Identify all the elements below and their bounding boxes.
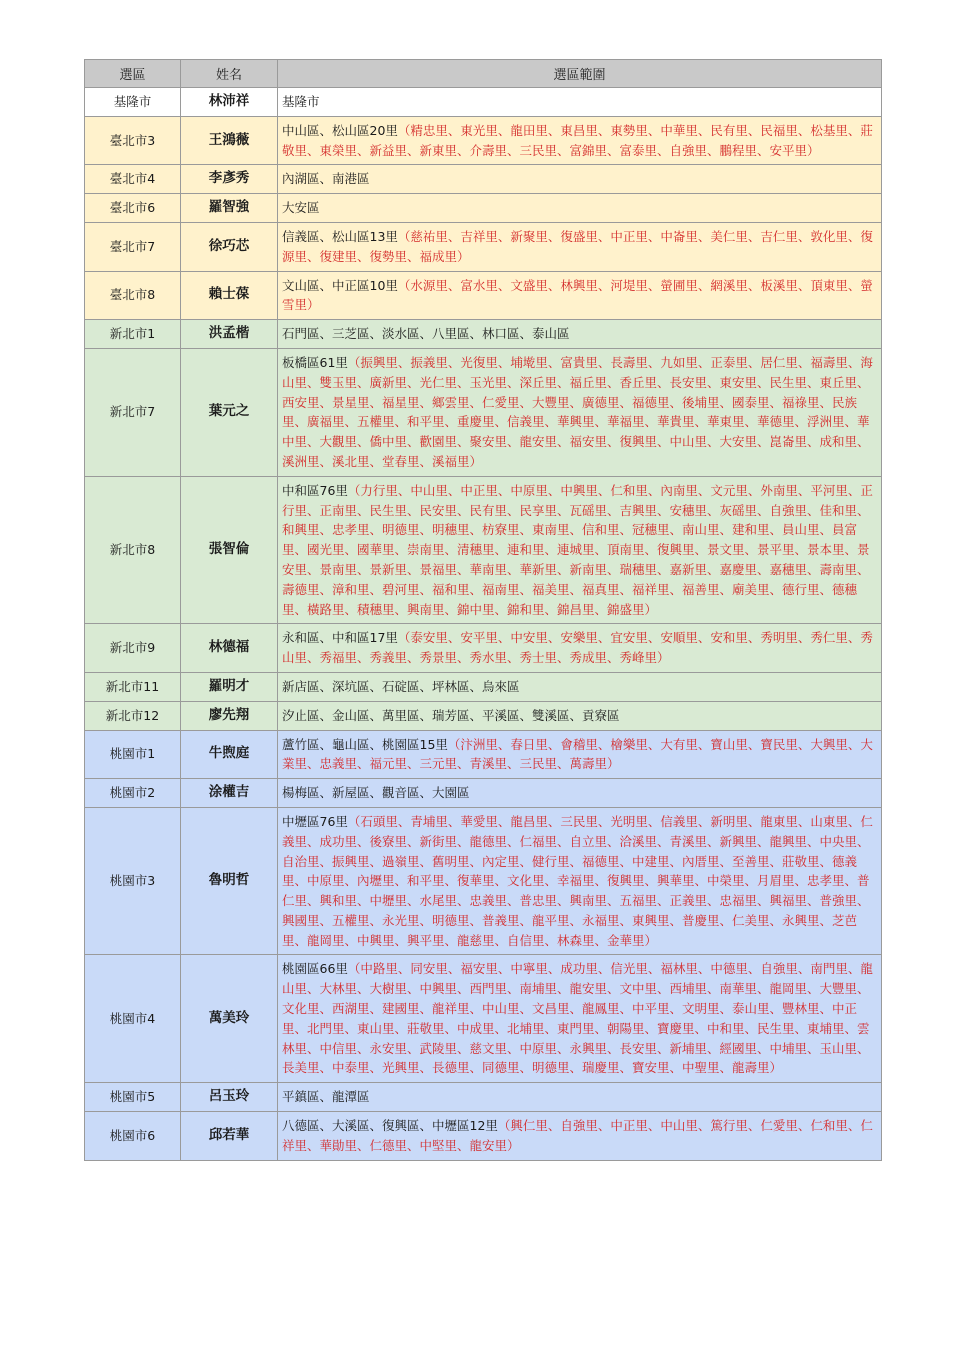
table-row xyxy=(85,672,882,701)
name-cell: 李彥秀 xyxy=(181,165,278,194)
name-cell: 羅明才 xyxy=(181,672,278,701)
area-cell xyxy=(278,88,882,117)
area-main: 汐止區、金山區、萬里區、瑞芳區、平溪區、雙溪區、貢寮區 xyxy=(282,707,620,723)
name-cell: 洪孟楷 xyxy=(181,320,278,349)
district-cell: 新北市8 xyxy=(85,476,181,624)
area-cell xyxy=(278,701,882,730)
area-villages: （汴洲里、春日里、會稽里、檜樂里、大有里、寶山里、寶民里、大興里、大業里、忠義里、福元里、三元里、青溪里、三民里、萬壽里） xyxy=(282,736,873,772)
table-row xyxy=(85,194,882,223)
area-main: 基隆市 xyxy=(282,94,320,109)
area-villages: （精忠里、東光里、龍田里、東昌里、東勢里、中華里、民有里、民福里、松基里、莊敬里、東榮里、新益里、新東里、介壽里、三民里、富錦里、富泰里、自強里、鵬程里、安平里） xyxy=(282,122,873,158)
name-cell: 林沛祥 xyxy=(181,88,278,117)
name-cell: 呂玉玲 xyxy=(181,1083,278,1112)
name-cell: 邱若華 xyxy=(181,1112,278,1161)
area-main: 蘆竹區、龜山區、桃園區15里 xyxy=(282,736,448,752)
area-main: 新店區、深坑區、石碇區、坪林區、烏來區 xyxy=(282,678,520,694)
name-cell: 魯明哲 xyxy=(181,807,278,955)
area-villages: （慈祐里、吉祥里、新聚里、復盛里、中正里、中崙里、美仁里、吉仁里、敦化里、復源里、復建里、復勢里、福成里） xyxy=(282,228,873,264)
area-cell xyxy=(278,779,882,808)
area-villages: （力行里、中山里、中正里、中原里、中興里、仁和里、內南里、文元里、外南里、平河里、正行里、正南里、民生里、民安里、民有里、民享里、瓦磘里、吉興里、安穗里、灰磘里、自強里、佳和里、和興里、忠孝里、明德里、明穗里、枋寮里、東南里、信和里、冠穗里、南山里、建和里、員山里、員富里、國光里、國華里、崇南里、清穗里、連和里、連城里、頂南里、復興里、景文里、景平里、景本里、景安里、景南里、景新里、景福里、華南里、華新里、新南里、瑞穗里、嘉新里、嘉慶里、嘉穗里、壽南里、壽德里、漳和里、碧河里、福和里、福南里、福美里、福真里、福祥里、福善里、廟美里、德行里、德穗里、橫路里、積穗里、興南里、錦中里、錦和里、錦昌里、錦盛里） xyxy=(282,482,873,617)
table-row xyxy=(85,271,882,320)
table-row xyxy=(85,476,882,624)
header-name: 姓名 xyxy=(181,60,278,88)
area-main: 桃園區66里 xyxy=(282,961,348,977)
district-cell: 桃園市4 xyxy=(85,955,181,1083)
table-row xyxy=(85,88,882,117)
area-main: 板橋區61里 xyxy=(282,354,348,370)
area-cell xyxy=(278,271,882,320)
name-cell: 廖先翔 xyxy=(181,701,278,730)
area-cell xyxy=(278,348,882,476)
area-villages: （興仁里、自強里、中正里、中山里、篤行里、仁愛里、仁和里、仁祥里、華勛里、仁德里、中堅里、龍安里） xyxy=(282,1118,873,1153)
area-cell xyxy=(278,194,882,223)
area-villages: （中路里、同安里、福安里、中寧里、成功里、信光里、福林里、中德里、自強里、南門里、龍山里、大林里、大樹里、中興里、西門里、南埔里、龍安里、文中里、西埔里、南華里、龍岡里、大豐里、文化里、西湖里、建國里、龍祥里、中山里、文昌里、龍鳳里、中平里、文明里、泰山里、豐林里、中正里、北門里、東山里、莊敬里、中成里、北埔里、東門里、朝陽里、寶慶里、中和里、民生里、東埔里、雲林里、中信里、永安里、武陵里、慈文里、中原里、永興里、長安里、新埔里、經國里、中埔里、玉山里、長美里、中泰里、光興里、長德里、同德里、明德里、瑞慶里、寶安里、中聖里、龍壽里） xyxy=(282,961,873,1076)
name-cell: 王鴻薇 xyxy=(181,116,278,165)
district-cell: 桃園市3 xyxy=(85,807,181,955)
area-villages: （石頭里、青埔里、華愛里、龍昌里、三民里、光明里、信義里、新明里、龍東里、山東里、仁義里、成功里、後寮里、新街里、龍德里、仁福里、自立里、洽溪里、青溪里、新興里、龍興里、中央里、自治里、振興里、過嶺里、舊明里、內定里、健行里、福德里、中建里、內厝里、至善里、莊敬里、德義里、中原里、內壢里、和平里、復華里、文化里、幸福里、復興里、興華里、中榮里、月眉里、忠孝里、普仁里、興和里、中壢里、水尾里、忠義里、普忠里、興南里、五福里、正義里、忠福里、興福里、普強里、興國里、五權里、永光里、明德里、普義里、龍平里、永福里、東興里、普慶里、仁美里、永興里、芝芭里、龍岡里、中興里、興平里、龍慈里、自信里、林森里、金華里） xyxy=(282,813,873,948)
district-cell: 臺北市3 xyxy=(85,116,181,165)
district-cell: 桃園市5 xyxy=(85,1083,181,1112)
district-cell: 新北市9 xyxy=(85,624,181,673)
district-cell: 臺北市7 xyxy=(85,222,181,271)
area-main: 中和區76里 xyxy=(282,482,348,498)
header-district: 選區 xyxy=(85,60,181,88)
district-cell: 新北市11 xyxy=(85,672,181,701)
header-area: 選區範圍 xyxy=(278,60,882,88)
name-cell: 牛煦庭 xyxy=(181,730,278,779)
table-row xyxy=(85,779,882,808)
area-villages: （泰安里、安平里、中安里、安樂里、宜安里、安順里、安和里、秀明里、秀仁里、秀山里、秀福里、秀義里、秀景里、秀水里、秀士里、秀成里、秀峰里） xyxy=(282,630,873,666)
table-row xyxy=(85,701,882,730)
district-cell: 臺北市8 xyxy=(85,271,181,320)
area-main: 信義區、松山區13里 xyxy=(282,228,398,244)
area-main: 文山區、中正區10里 xyxy=(282,277,398,293)
area-main: 內湖區、南港區 xyxy=(282,171,370,187)
name-cell: 徐巧芯 xyxy=(181,222,278,271)
area-villages: （水源里、富水里、文盛里、林興里、河堤里、螢圃里、網溪里、板溪里、頂東里、螢雪里） xyxy=(282,277,873,313)
table-row xyxy=(85,624,882,673)
area-cell xyxy=(278,222,882,271)
table-row xyxy=(85,165,882,194)
area-main: 石門區、三芝區、淡水區、八里區、林口區、泰山區 xyxy=(282,326,570,342)
name-cell: 林德福 xyxy=(181,624,278,673)
area-cell xyxy=(278,730,882,779)
district-cell: 新北市1 xyxy=(85,320,181,349)
name-cell: 萬美玲 xyxy=(181,955,278,1083)
table-row xyxy=(85,807,882,955)
legislator-district-table xyxy=(84,59,882,1161)
area-cell xyxy=(278,476,882,624)
district-cell: 基隆市 xyxy=(85,88,181,117)
name-cell: 賴士葆 xyxy=(181,271,278,320)
district-cell: 桃園市6 xyxy=(85,1112,181,1161)
area-cell xyxy=(278,320,882,349)
area-cell xyxy=(278,116,882,165)
table-row xyxy=(85,348,882,476)
area-main: 永和區、中和區17里 xyxy=(282,630,398,646)
area-cell xyxy=(278,955,882,1083)
table-row xyxy=(85,116,882,165)
district-cell: 新北市12 xyxy=(85,701,181,730)
name-cell: 葉元之 xyxy=(181,348,278,476)
district-cell: 新北市7 xyxy=(85,348,181,476)
district-cell: 桃園市2 xyxy=(85,779,181,808)
area-main: 大安區 xyxy=(282,200,320,216)
table-row xyxy=(85,730,882,779)
area-cell xyxy=(278,807,882,955)
area-cell xyxy=(278,672,882,701)
district-cell: 桃園市1 xyxy=(85,730,181,779)
district-cell: 臺北市4 xyxy=(85,165,181,194)
table-body xyxy=(85,88,882,1161)
table-row xyxy=(85,320,882,349)
area-main: 八德區、大溪區、復興區、中壢區12里 xyxy=(282,1118,498,1134)
table-row xyxy=(85,1112,882,1161)
area-cell xyxy=(278,624,882,673)
area-villages: （振興里、振義里、光復里、埔墘里、富貴里、長壽里、九如里、正泰里、居仁里、福壽里、海山里、雙玉里、廣新里、光仁里、玉光里、深丘里、福丘里、香丘里、長安里、東安里、民生里、東丘里、西安里、景星里、福星里、鄉雲里、仁愛里、大豐里、廣德里、福德里、後埔里、國泰里、福祿里、民族里、廣福里、五權里、和平里、重慶里、信義里、華興里、華福里、華貴里、華東里、華德里、浮洲里、華中里、大觀里、僑中里、歡園里、聚安里、龍安里、福安里、復興里、中山里、大安里、崑崙里、成和里、溪洲里、溪北里、堂春里、溪福里） xyxy=(282,354,873,469)
table-row xyxy=(85,1083,882,1112)
table-header-row xyxy=(85,60,882,88)
area-main: 中壢區76里 xyxy=(282,813,348,829)
area-cell xyxy=(278,1083,882,1112)
area-main: 中山區、松山區20里 xyxy=(282,122,398,138)
name-cell: 張智倫 xyxy=(181,476,278,624)
name-cell: 涂權吉 xyxy=(181,779,278,808)
area-cell xyxy=(278,1112,882,1161)
area-main: 楊梅區、新屋區、觀音區、大園區 xyxy=(282,785,470,801)
table-row xyxy=(85,955,882,1083)
area-cell xyxy=(278,165,882,194)
name-cell: 羅智強 xyxy=(181,194,278,223)
district-cell: 臺北市6 xyxy=(85,194,181,223)
area-main: 平鎮區、龍潭區 xyxy=(282,1089,370,1105)
table-row xyxy=(85,222,882,271)
